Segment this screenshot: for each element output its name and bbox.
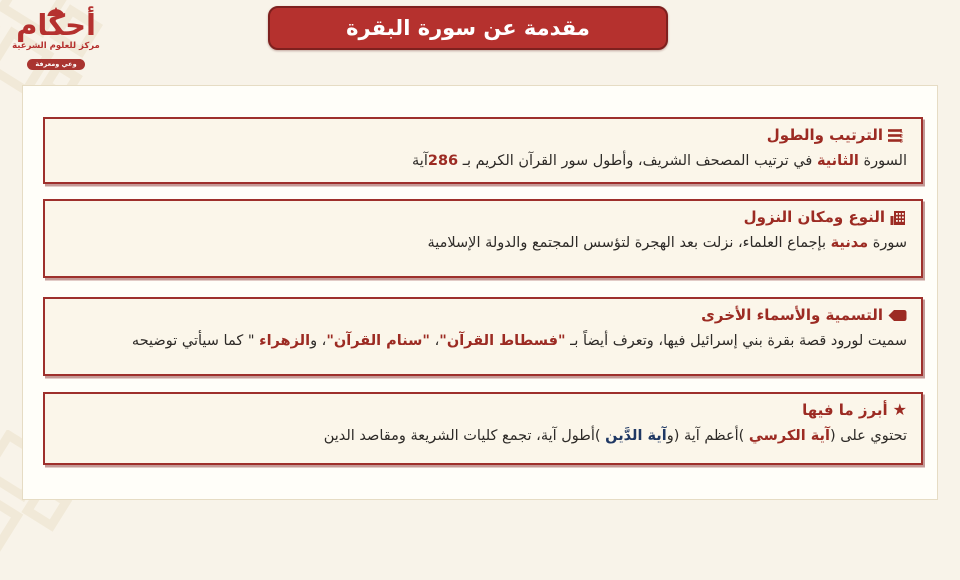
box-title: التسمية والأسماء الأخرى (701, 306, 883, 324)
info-box-naming (43, 297, 923, 376)
box-body: السورة الثانية في ترتيب المصحف الشريف، وأطول سور القرآن الكريم بـ 286آية (412, 152, 907, 169)
box-body: تحتوي على (آية الكرسي )أعظم آية (وآية الدَّين )أطول آية، تجمع كليات الشريعة ومقاصد الدين (323, 427, 907, 444)
svg-text:2: 2 (899, 134, 903, 140)
box-heading (59, 304, 907, 327)
box-title: أبرز ما فيها (802, 401, 888, 419)
brand-subtitle: مركز للعلوم الشرعية (12, 41, 100, 52)
ordered-list-icon (888, 128, 907, 143)
info-box-type-revelation (43, 199, 923, 278)
content-panel (22, 85, 938, 500)
building-icon (890, 210, 907, 225)
slide-title: مقدمة عن سورة البقرة (346, 16, 590, 40)
box-title: النوع ومكان النزول (743, 208, 885, 226)
box-heading (59, 399, 907, 422)
star-icon: ★ (892, 400, 907, 420)
brand-badge: وعي ومعرفة (27, 59, 84, 70)
info-box-order-length (43, 117, 923, 184)
brand-name: أحكام (16, 8, 96, 42)
box-body: سميت لورود قصة بقرة بني إسرائيل فيها، وتعرف أيضاً بـ "فسطاط القرآن"، "سنام القرآن"، والزهراء " كما سيأتي توضيحه (131, 332, 907, 349)
slide-title-banner (268, 6, 668, 50)
box-heading (59, 206, 907, 229)
box-body: سورة مدنية بإجماع العلماء، نزلت بعد الهجرة لتؤسس المجتمع والدولة الإسلامية (427, 234, 907, 251)
box-title: الترتيب والطول (766, 126, 883, 144)
info-box-highlights (43, 392, 923, 465)
tag-icon (888, 309, 907, 322)
brand-logo (8, 2, 104, 70)
svg-text:1: 1 (899, 129, 903, 135)
svg-text:3: 3 (899, 139, 903, 143)
box-heading (59, 124, 907, 147)
